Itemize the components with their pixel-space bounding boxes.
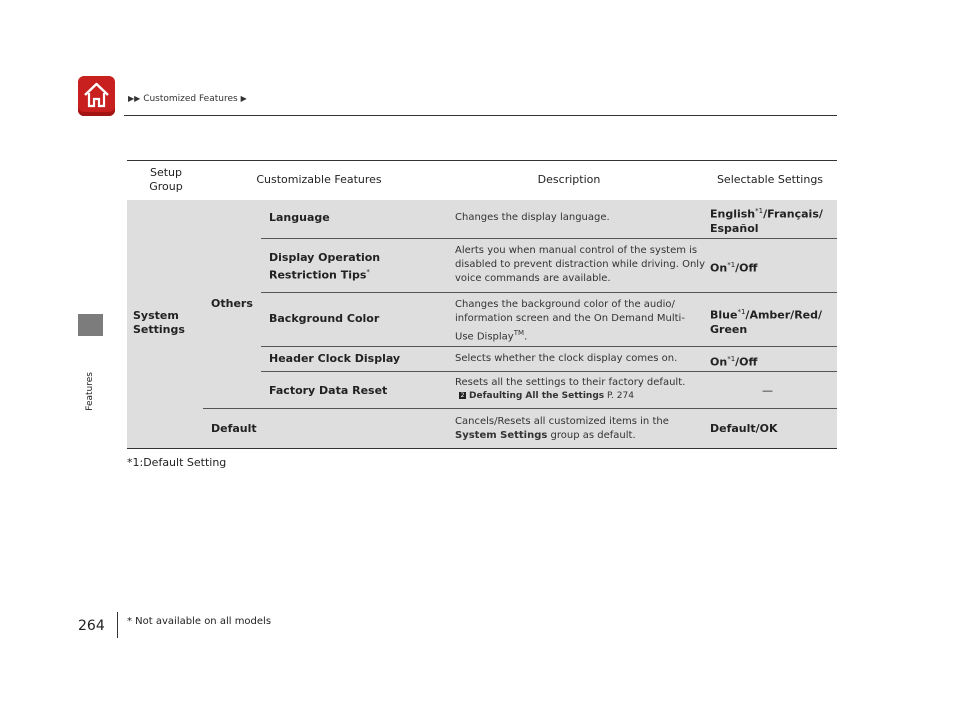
settings-option: /Amber/Red/: [745, 308, 823, 322]
settings-display-operation: [710, 258, 757, 276]
setup-group-line: System: [133, 309, 179, 322]
description-line: Alerts you when manual control of the system is: [455, 245, 698, 256]
side-tab-block: [78, 314, 103, 336]
settings-option: /Off: [735, 355, 758, 369]
settings-default: Default/OK: [710, 422, 778, 435]
settings-option: On: [710, 261, 728, 275]
setup-group-label: [133, 309, 185, 337]
settings-option: /Off: [735, 261, 758, 275]
trademark-mark: TM: [513, 329, 525, 337]
settings-background-color: [710, 305, 822, 337]
feature-display-operation-restriction-tips: [269, 251, 380, 283]
description-language: Changes the display language.: [455, 212, 610, 223]
settings-option: On: [710, 355, 728, 369]
breadcrumb[interactable]: [128, 94, 247, 104]
settings-option: Español: [710, 221, 759, 235]
default-mark: *1: [727, 355, 736, 363]
row-divider: [261, 238, 837, 239]
settings-factory-data-reset: —: [762, 384, 773, 397]
feature-header-clock-display: Header Clock Display: [269, 352, 401, 365]
feature-line: Restriction Tips: [269, 268, 367, 282]
subgroup-others: Others: [211, 297, 253, 310]
settings-option: Blue: [710, 308, 738, 322]
column-header-features: Customizable Features: [256, 173, 382, 186]
row-divider: [203, 408, 837, 409]
column-header-setup-group: [127, 166, 205, 194]
default-mark: *1: [727, 261, 736, 269]
table-body: [127, 200, 837, 449]
footnote-default-setting: *1:Default Setting: [127, 456, 227, 469]
description-display-operation: [455, 244, 705, 286]
description-line: group as default.: [550, 430, 636, 441]
description-line: Cancels/Resets all customized items in the: [455, 416, 669, 427]
column-header-settings: Selectable Settings: [716, 173, 824, 186]
description-line: information screen and the On Demand Multi-: [455, 313, 685, 324]
reference-title: Defaulting All the Settings: [469, 391, 605, 401]
cross-reference-link[interactable]: [455, 390, 685, 403]
description-line: voice commands are available.: [455, 273, 611, 284]
settings-option: /Français/: [763, 207, 823, 221]
model-mark: *: [366, 268, 370, 276]
reference-page: P. 274: [607, 391, 634, 401]
house-glyph: [83, 82, 110, 108]
description-bold: System Settings: [455, 430, 548, 441]
column-header-text: Setup Group: [149, 166, 183, 193]
description-line: Use Display: [455, 331, 514, 343]
home-icon[interactable]: [78, 76, 115, 116]
description-line: Resets all the settings to their factory default.: [455, 377, 686, 388]
column-header-description: Description: [537, 173, 601, 186]
feature-factory-data-reset: Factory Data Reset: [269, 384, 388, 397]
description-default: [455, 415, 669, 443]
breadcrumb-arrow-icon: ▶: [240, 94, 247, 103]
feature-line: Display Operation: [269, 251, 381, 264]
description-header-clock: Selects whether the clock display comes on.: [455, 353, 678, 364]
row-divider: [261, 346, 837, 347]
default-mark: *1: [737, 308, 746, 316]
breadcrumb-label: Customized Features: [143, 94, 238, 104]
feature-background-color: Background Color: [269, 312, 380, 325]
side-tab-label: Features: [85, 372, 95, 411]
header-rule: [124, 115, 837, 116]
settings-language: [710, 204, 823, 236]
bottom-note: * Not available on all models: [127, 616, 272, 627]
row-divider: [261, 371, 837, 372]
default-mark: *1: [755, 207, 764, 215]
description-line: disabled to prevent distraction while driving. Only: [455, 259, 705, 270]
reference-arrow-icon: 2: [460, 392, 465, 399]
page-number: 264: [78, 618, 105, 634]
description-factory-data-reset: [455, 376, 685, 403]
feature-language: Language: [269, 211, 330, 224]
breadcrumb-arrow-icon: ▶▶: [128, 94, 141, 103]
settings-header-clock: [710, 352, 757, 370]
footer-divider: [117, 612, 118, 638]
description-background-color: [455, 298, 685, 344]
subgroup-default: Default: [211, 422, 257, 435]
setup-group-line: Settings: [133, 323, 185, 336]
table-header: [127, 160, 837, 202]
settings-option: Green: [710, 322, 748, 336]
description-line: .: [524, 331, 528, 343]
row-divider: [261, 292, 837, 293]
settings-option: English: [710, 207, 756, 221]
description-line: Changes the background color of the audio/: [455, 299, 675, 310]
